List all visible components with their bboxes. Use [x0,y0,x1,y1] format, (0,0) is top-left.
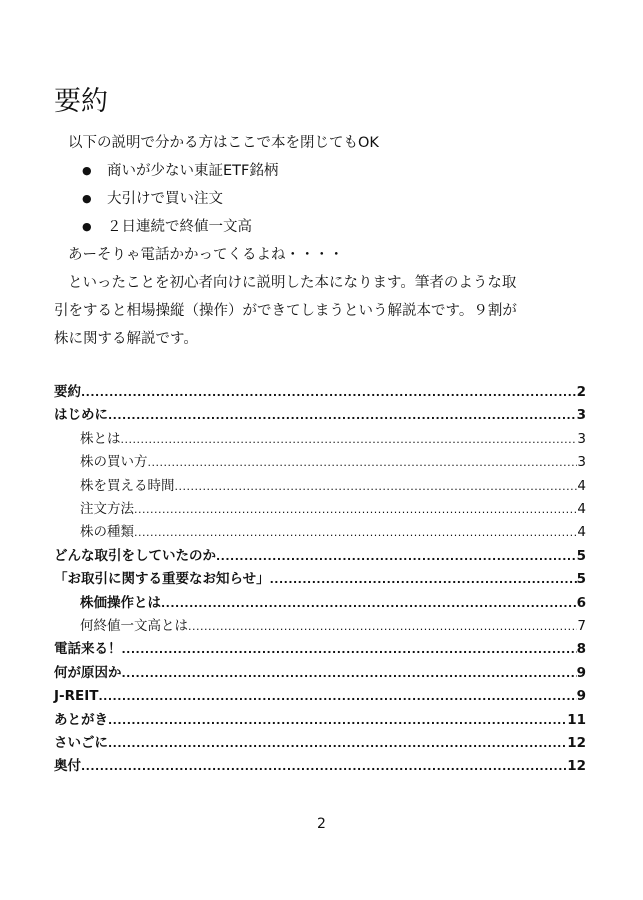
summary-bullet-2: 大引けで買い注文 [107,191,223,207]
page-number: 2 [317,816,326,832]
toc-entry-page: 12 [567,758,586,774]
toc-leader-dots [108,735,567,753]
toc-leader-dots [134,501,577,519]
toc-entry-title: はじめに [54,407,108,423]
toc-entry-title: 株の種類 [80,524,134,540]
toc-entry-page: 5 [576,571,586,587]
toc-entry[interactable] [54,710,586,730]
summary-title: 要約 [54,86,108,117]
toc-leader-dots [98,688,576,706]
toc-entry-title: 何が原因か [54,665,122,681]
toc-entry-page: 3 [577,431,586,447]
toc-leader-dots [108,407,577,425]
toc-entry-title: 株を買える時間 [80,478,175,494]
toc-leader-dots [108,712,567,730]
toc-entry-page: 5 [576,548,586,564]
toc-entry-page: 8 [576,641,586,657]
toc-entry[interactable] [54,382,586,402]
toc-entry-title: J-REIT [54,688,99,704]
summary-paragraph-line: といったことを初心者向けに説明した本になります。筆者のような取 [68,275,517,291]
toc-entry-page: 4 [577,501,586,517]
summary-remark: あーそりゃ電話かかってくるよね・・・・ [68,247,344,263]
toc-leader-dots [161,595,577,613]
toc-entry-page: 11 [567,712,586,728]
toc-leader-dots [175,478,578,496]
toc-entry-title: 電話来る！ [54,641,122,657]
toc-entry-title: 要約 [54,384,81,400]
toc-entry-title: 何終値一文高とは [80,618,188,634]
toc-entry[interactable] [54,733,586,753]
toc-entry-title: 株の買い方 [80,454,148,470]
summary-bullet-3: ２日連続で終値一文高 [107,219,252,235]
toc-entry-title: 「お取引に関する重要なお知らせ」 [54,571,270,587]
toc-leader-dots [216,548,577,566]
toc-entry[interactable] [54,756,586,776]
toc-entry[interactable] [80,593,586,613]
summary-intro: 以下の説明で分かる方はここで本を閉じてもOK [68,135,379,151]
toc-entry[interactable] [80,476,586,496]
toc-entry[interactable] [54,663,586,683]
toc-entry-page: 4 [577,524,586,540]
toc-entry[interactable] [54,639,586,659]
toc-leader-dots [122,641,577,659]
toc-entry-title: さいごに [54,735,108,751]
summary-paragraph-line: 株に関する解説です。 [54,331,198,347]
toc-entry[interactable] [80,499,586,519]
toc-entry-page: 3 [577,454,586,470]
toc-entry[interactable] [54,546,586,566]
toc-entry[interactable] [80,616,586,636]
toc-leader-dots [81,758,567,776]
toc-leader-dots [81,384,577,402]
toc-entry[interactable] [54,569,586,589]
toc-entry[interactable] [80,429,586,449]
toc-entry-title: 奥付 [54,758,81,774]
toc-entry-page: 12 [567,735,586,751]
toc-entry-page: 2 [576,384,586,400]
toc-entry-page: 3 [576,407,586,423]
bullet-dot-icon: ● [82,220,92,233]
toc-entry-page: 4 [577,478,586,494]
toc-leader-dots [270,571,577,589]
toc-entry[interactable] [54,686,586,706]
toc-leader-dots [122,665,577,683]
toc-leader-dots [148,454,578,472]
toc-entry-title: 注文方法 [80,501,134,517]
toc-entry-page: 9 [576,665,586,681]
toc-entry[interactable] [80,452,586,472]
toc-leader-dots [188,618,577,636]
toc-entry[interactable] [80,522,586,542]
summary-paragraph-line: 引をすると相場操縦（操作）ができてしまうという解説本です。９割が [54,303,517,319]
summary-bullet-1: 商いが少ない東証ETF銘柄 [107,163,279,179]
toc-entry-page: 7 [577,618,586,634]
toc-entry[interactable] [54,405,586,425]
toc-entry-page: 9 [576,688,586,704]
toc-leader-dots [121,431,578,449]
toc-leader-dots [134,524,577,542]
toc-entry-title: 株とは [80,431,121,447]
toc-entry-title: 株価操作とは [80,595,161,611]
toc-entry-title: どんな取引をしていたのか [54,548,216,564]
bullet-dot-icon: ● [82,164,92,177]
toc-entry-title: あとがき [54,712,108,728]
toc-entry-page: 6 [576,595,586,611]
bullet-dot-icon: ● [82,192,92,205]
